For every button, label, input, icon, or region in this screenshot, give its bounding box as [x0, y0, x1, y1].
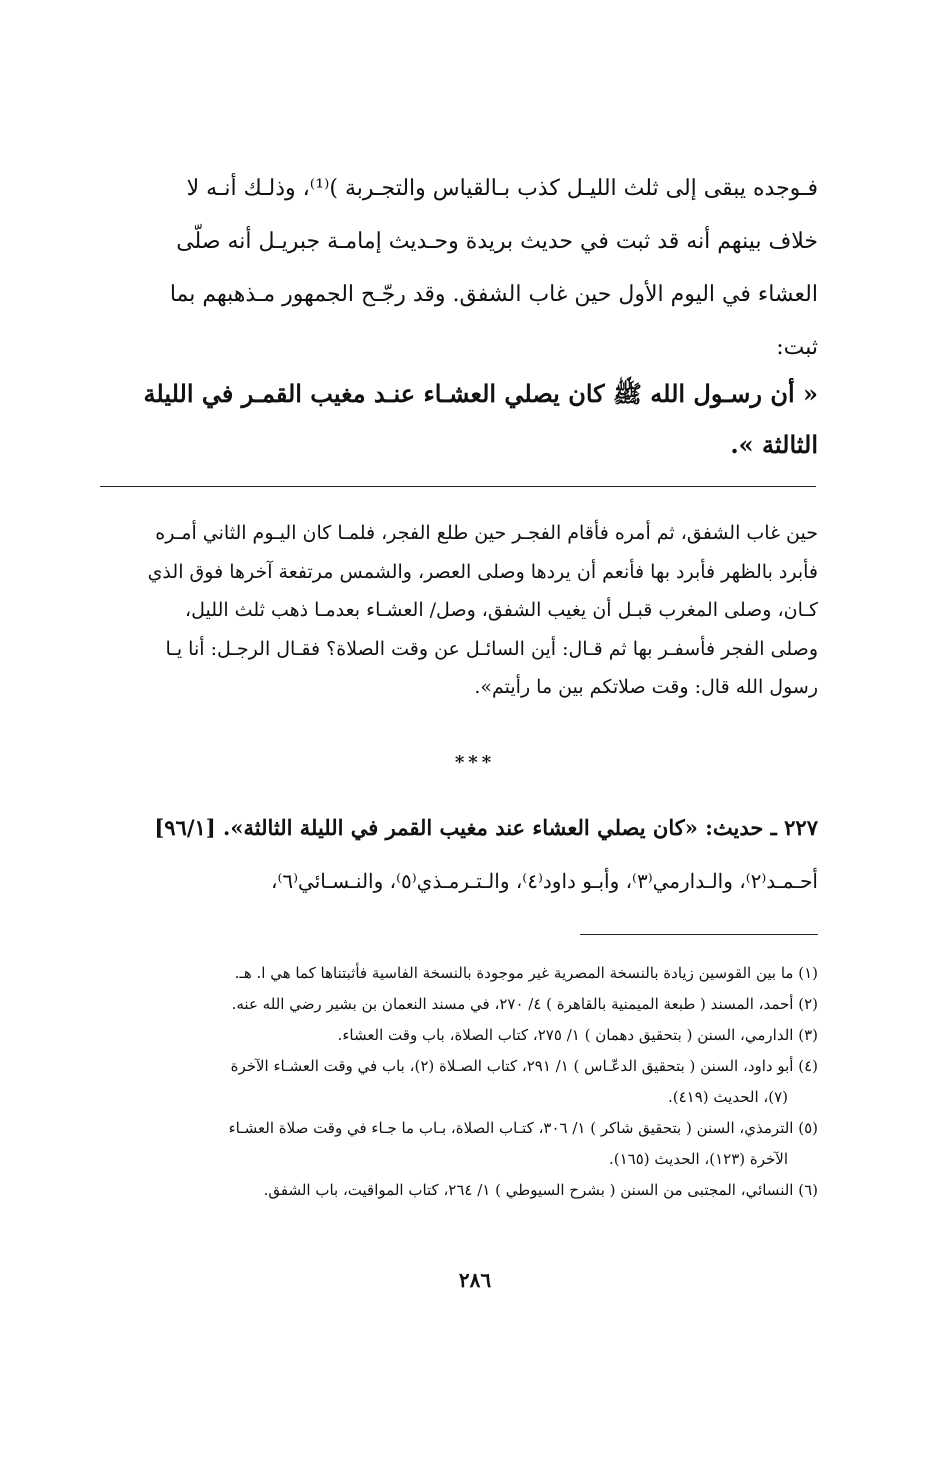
text-line: خلاف بينهم أنه قد ثبت في حديث بريدة وحـديث إمامـة جبريـل أنه صلّى [176, 229, 818, 254]
text-line: « أن رسـول الله ﷺ كان يصلي العشـاء عنـد مغيب القمـر في الليلة [143, 379, 818, 408]
hadith-entry-heading [154, 808, 818, 848]
footnote-line: (٤) أبو داود، السنن ( بتحقيق الدعّـاس ) ١/ ٢٩١، كتاب الصـلاة (٢)، باب في وقت العشـاء الآخرة [230, 1057, 818, 1075]
continuation-paragraph [100, 514, 818, 707]
text-line: كـان، وصلى المغرب قبـل أن يغيب الشفق، وصل/ العشـاء بعدمـا ذهب ثلث الليل، [185, 599, 818, 621]
footnote-line: (٧)، الحديث (٤١٩). [668, 1088, 788, 1106]
sources-line [100, 860, 818, 902]
text-line: فـوجده يبقى إلى ثلث الليـل كذب بـالقياس والتجـربة )⁽¹⁾، وذلـك أنـه لا [186, 176, 818, 201]
footnotes [92, 958, 818, 1206]
footnote [92, 989, 818, 1020]
footnote [92, 1175, 818, 1206]
footnote [92, 1113, 818, 1175]
text-line: الثالثة ». [730, 430, 818, 459]
text-line: ثبت: [776, 335, 818, 360]
footnote [92, 1020, 818, 1051]
section-divider-stars: *** [454, 752, 496, 773]
footnote [92, 958, 818, 989]
footnote-line: (١) ما بين القوسين زيادة بالنسخة المصرية غير موجودة بالنسخة الفاسية فأثبتناها كما هي ا. هـ. [234, 964, 818, 982]
separator-rule [100, 486, 816, 487]
hadith-quote [80, 368, 818, 470]
text-line: فأبرد بالظهر فأبرد بها فأنعم أن يردها وصلى العصر، والشمس مرتفعة آخرها فوق الذي [147, 560, 818, 583]
main-paragraph [92, 162, 818, 374]
footnote-line: (٥) الترمذي، السنن ( بتحقيق شاكر ) ١/ ٣٠٦، كتـاب الصلاة، بـاب ما جـاء في وقت صلاة العشـاء [228, 1119, 818, 1137]
page-number: ٢٨٦ [458, 1268, 492, 1292]
footnote-line: الآخرة (١٢٣)، الحديث (١٦٥). [609, 1150, 788, 1168]
footnote-line: (٦) النسائي، المجتبى من السنن ( بشرح السيوطي ) ١/ ٢٦٤، كتاب المواقيت، باب الشفق. [263, 1181, 818, 1199]
text-line: وصلى الفجر فأسفـر بها ثم قـال: أين السائـل عن وقت الصلاة؟ فقـال الرجـل: أنا يـا [165, 637, 818, 660]
footnote-line: (٣) الدارمي، السنن ( بتحقيق دهمان ) ١/ ٢٧٥، كتاب الصلاة، باب وقت العشاء. [337, 1026, 818, 1044]
text-line: رسول الله قال: وقت صلاتكم بين ما رأيتم». [474, 676, 818, 698]
text-line: أحـمـد⁽٢⁾، والـدارمي⁽٣⁾، وأبـو داود⁽٤⁾، والـتـرمـذي⁽٥⁾، والنـسـائي⁽٦⁾، [271, 869, 818, 893]
footnote-rule [580, 934, 818, 935]
footnote [92, 1051, 818, 1113]
text-line: حين غاب الشفق، ثم أمره فأقام الفجـر حين طلع الفجر، فلمـا كان اليـوم الثاني أمـره [155, 522, 818, 544]
text-line: ٢٢٧ ـ حديث: «كان يصلي العشاء عند مغيب القمر في الليلة الثالثة». [٩٦/١] [154, 815, 818, 840]
text-line: العشاء في اليوم الأول حين غاب الشفق. وقد رجّـح الجمهور مـذهبهم بما [169, 282, 818, 307]
footnote-line: (٢) أحمد، المسند ( طبعة الميمنية بالقاهرة ) ٤/ ٢٧٠، في مسند النعمان بن بشير رضي الله عنه. [231, 995, 818, 1013]
